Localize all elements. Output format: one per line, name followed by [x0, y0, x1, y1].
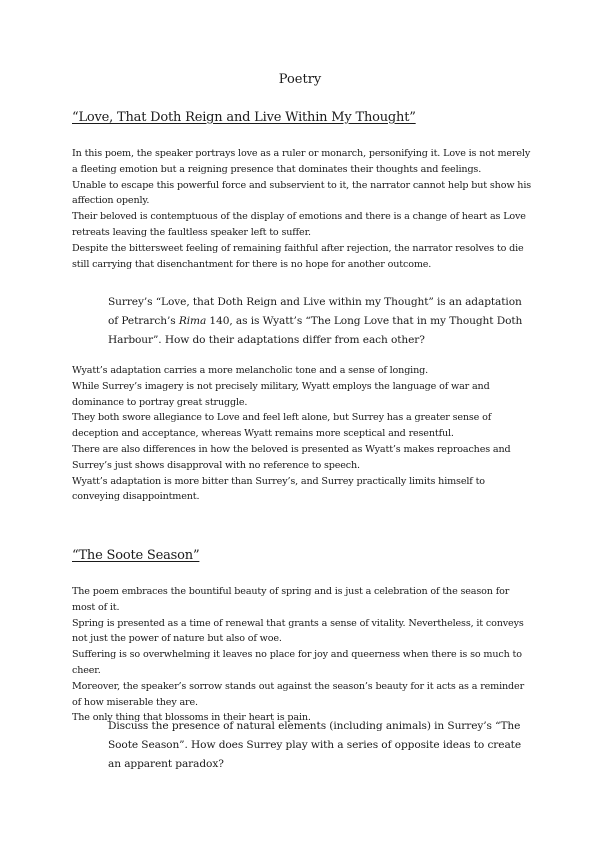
- paragraph: Wyatt’s adaptation is more bitter than Surrey’s, and Surrey practically limits himself to conveying disappointment.: [72, 475, 485, 503]
- paragraph: Unable to escape this powerful force and subservient to it, the narrator cannot help but show his affection openly.: [72, 179, 532, 207]
- analysis-block-love-doth-reign: [72, 146, 534, 272]
- section-heading-love-doth-reign: “Love, That Doth Reign and Live Within My Thought”: [72, 110, 416, 125]
- paragraph: Their beloved is contemptuous of the display of emotions and there is a change of heart as Love retreats leaving the faultless speaker left to suffer.: [72, 211, 526, 238]
- poem-title-emphasis: Rima: [178, 315, 207, 327]
- question-text-part: 140, as is Wyatt’s “The Long Love that in my Thought Doth Harbour”. How do their adaptations differ from each other?: [108, 315, 523, 346]
- paragraph: Suffering is so overwhelming it leaves no place for joy and queerness when there is so much to cheer.: [72, 649, 522, 676]
- paragraph: Moreover, the speaker’s sorrow stands out against the season’s beauty for it acts as a reminder of how miserable they are.: [72, 680, 525, 708]
- paragraph: There are also differences in how the beloved is presented as Wyatt’s makes reproaches and Surrey’s just shows disapproval with no reference to speech.: [72, 443, 511, 471]
- analysis-block-soote-season: [72, 584, 534, 726]
- discussion-question-adaptations: [108, 293, 528, 350]
- question-text: Discuss the presence of natural elements (including animals) in Surrey’s “The Soote Season”. How does Surrey play with a series of opposite ideas to create an apparent paradox?: [108, 720, 521, 770]
- paragraph: Despite the bittersweet feeling of remaining faithful after rejection, the narrator resolves to die still carrying that disenchantment for there is no hope for another outcome.: [72, 242, 524, 270]
- answer-block-adaptations: [72, 363, 534, 505]
- paragraph: Wyatt’s adaptation carries a more melancholic tone and a sense of longing.: [72, 365, 429, 376]
- paragraph: The only thing that blossoms in their heart is pain.: [72, 712, 311, 724]
- discussion-question-soote-season: [108, 717, 528, 774]
- paragraph: Spring is presented as a time of renewal that grants a sense of vitality. Nevertheless, it conveys not just the power of nature but also of woe.: [72, 617, 524, 645]
- question-text-part: Surrey’s “Love, that Doth Reign and Live within my Thought” is an adaptation of Petrarch’s: [108, 296, 522, 327]
- paragraph: In this poem, the speaker portrays love as a ruler or monarch, personifying it. Love is not merely a fleeting emotion but a reigning presence that dominates their thoughts and feelings.: [72, 148, 531, 175]
- question-text: [108, 293, 528, 350]
- section-heading-soote-season: “The Soote Season”: [72, 548, 200, 563]
- paragraph: The poem embraces the bountiful beauty of spring and is just a celebration of the season for most of it.: [72, 586, 510, 613]
- paragraph: They both swore allegiance to Love and feel left alone, but Surrey has a greater sense of deception and acceptance, whereas Wyatt remains more sceptical and resentful.: [72, 412, 492, 440]
- paragraph: While Surrey’s imagery is not precisely military, Wyatt employs the language of war and dominance to portray great struggle.: [72, 380, 490, 408]
- page-title: Poetry: [278, 72, 322, 87]
